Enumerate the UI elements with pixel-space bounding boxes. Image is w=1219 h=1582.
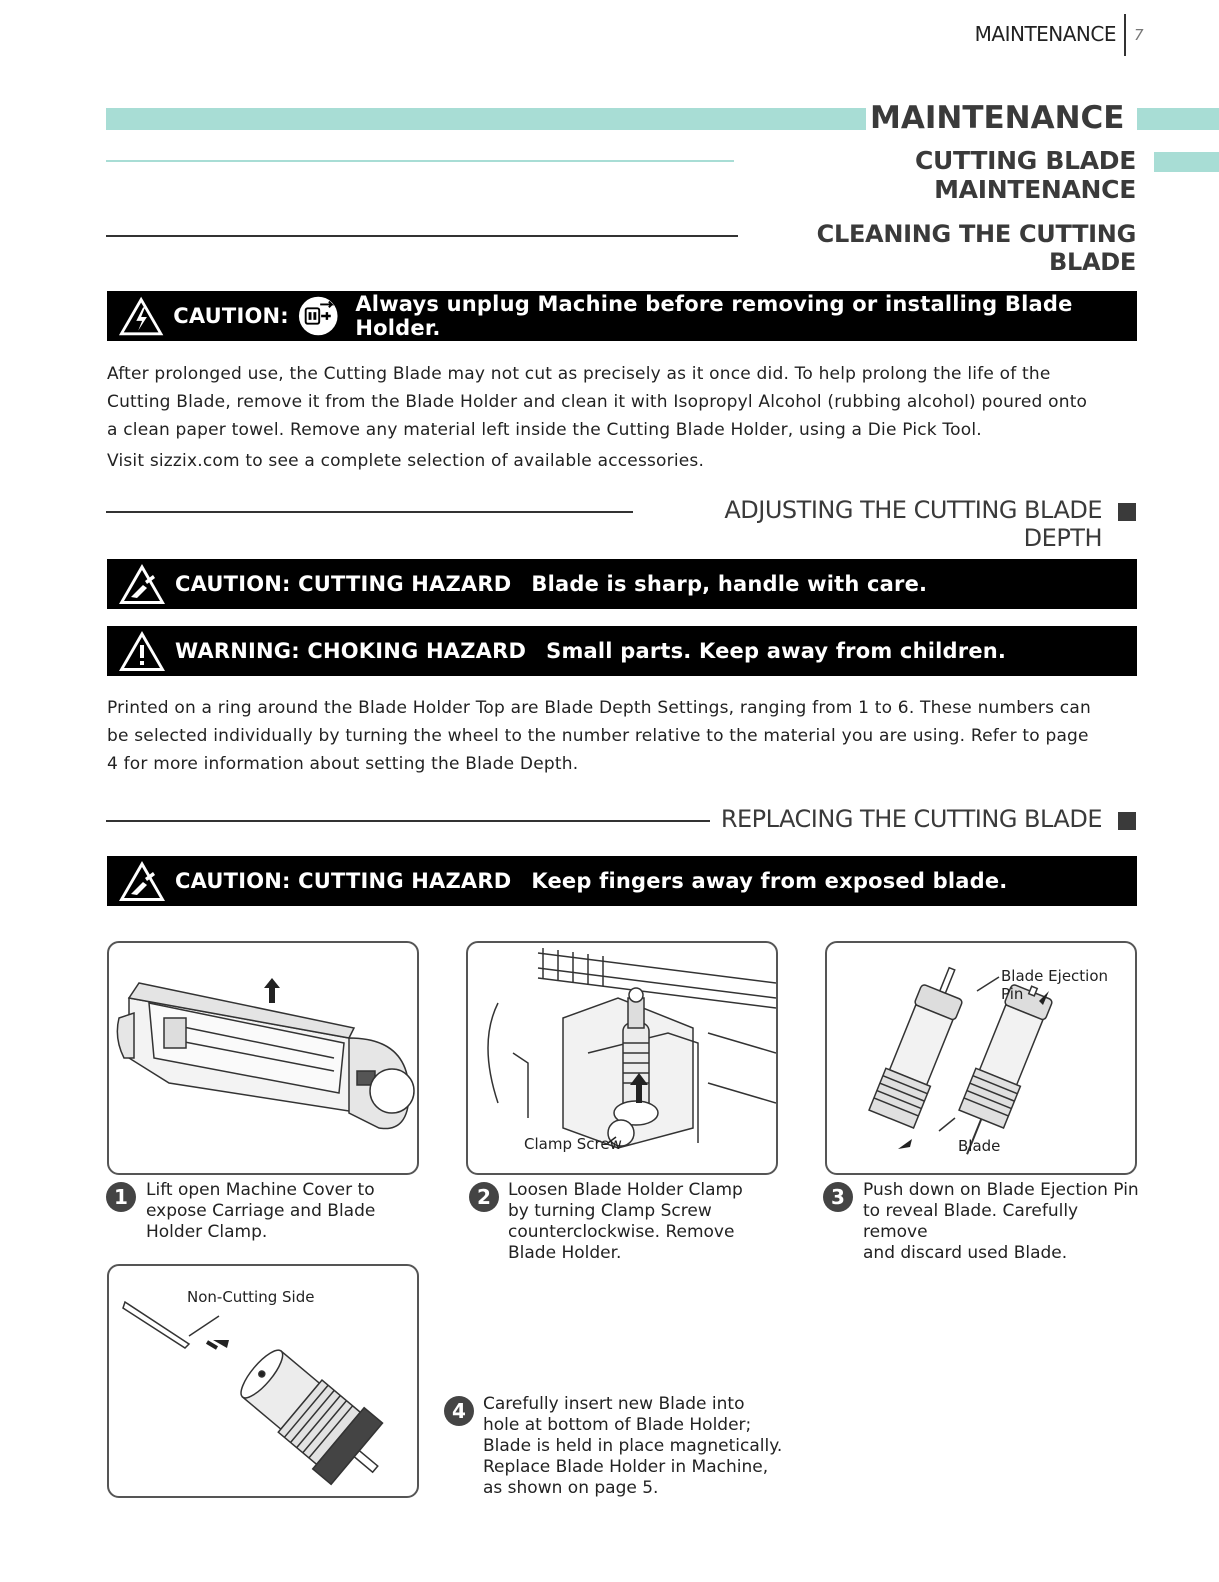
caution-cutting-banner (107, 559, 1137, 609)
warning-icon (117, 628, 167, 674)
step-4-number: 4 (444, 1396, 474, 1426)
step-4-line: Carefully insert new Blade into (483, 1394, 745, 1414)
replacing-heading: REPLACING THE CUTTING BLADE (720, 805, 1102, 833)
step-4-line: Blade is held in place magnetically. (483, 1436, 783, 1456)
subtitle-band-right (1154, 152, 1219, 172)
step-1-line: Lift open Machine Cover to (146, 1180, 375, 1200)
step1-illustration (107, 941, 419, 1175)
cutting-hazard-icon (117, 561, 167, 607)
title-band-right (1137, 108, 1219, 130)
step4-illustration (107, 1264, 419, 1498)
header-divider (1124, 14, 1126, 56)
running-head: MAINTENANCE (974, 22, 1116, 46)
step-1-number: 1 (106, 1182, 136, 1212)
step-4-text (483, 1394, 803, 1499)
step-4-line: hole at bottom of Blade Holder; (483, 1415, 752, 1435)
unplug-icon (297, 294, 339, 338)
cleaning-paragraph: After prolonged use, the Cutting Blade may not cut as precisely as it once did. To help prolong the life of the Cutting Blade, remove it from the Blade Holder and clean it with Isopropyl Alcohol (rubbing alcohol) poured onto a clean paper towel. Remove any material left inside the Cutting Blade Holder, using a Die Pick Tool. (107, 364, 1088, 440)
replacing-bullet (1118, 812, 1136, 830)
subtitle-rule (106, 160, 734, 162)
adjusting-heading: ADJUSTING THE CUTTING BLADE DEPTH (724, 496, 1102, 552)
step-1-line: Holder Clamp. (146, 1222, 268, 1242)
step-3-line: and discard used Blade. (863, 1243, 1068, 1263)
caution-cutting-label: CAUTION: CUTTING HAZARD (175, 572, 512, 596)
step-3-number: 3 (823, 1182, 853, 1212)
step-2-line: counterclockwise. Remove (508, 1222, 735, 1242)
clamp-illustration (468, 943, 776, 1173)
step-3-line: Push down on Blade Ejection Pin (863, 1180, 1139, 1200)
adjusting-bullet (1118, 503, 1136, 521)
non-cutting-side-callout: Non-Cutting Side (187, 1288, 315, 1306)
blade-callout: Blade (958, 1137, 1001, 1155)
cutting-hazard-icon (117, 858, 167, 904)
section-subtitle: CUTTING BLADE MAINTENANCE (914, 146, 1136, 204)
caution-fingers-label: CAUTION: CUTTING HAZARD (175, 869, 512, 893)
caution-text: Always unplug Machine before removing or installing Blade Holder. (355, 292, 1073, 340)
caution-fingers-banner (107, 856, 1137, 906)
adjusting-paragraph: Printed on a ring around the Blade Holder Top are Blade Depth Settings, ranging from 1 to 6. These numbers can be selected individually by turning the wheel to the number relative to the material you are using. Refer to page 4 for more information about setting the Blade Depth. (107, 698, 1091, 774)
warning-text: Small parts. Keep away from children. (546, 639, 1007, 663)
adjusting-rule (106, 511, 633, 513)
step-3-text (863, 1180, 1143, 1264)
step-1-text (146, 1180, 406, 1243)
caution-cutting-text: Blade is sharp, handle with care. (531, 572, 928, 596)
section-title: MAINTENANCE (870, 100, 1125, 136)
visit-paragraph: Visit sizzix.com to see a complete selection of available accessories. (107, 451, 705, 471)
page-number: 7 (1134, 26, 1144, 44)
electric-hazard-icon (117, 293, 165, 339)
ejection-pin-callout: Blade Ejection Pin (1001, 967, 1109, 1003)
warning-choking-banner (107, 626, 1137, 676)
step-2-number: 2 (469, 1182, 499, 1212)
warning-label: WARNING: CHOKING HAZARD (175, 639, 527, 663)
step-3-line: to reveal Blade. Carefully remove (863, 1201, 1079, 1242)
step-1-line: expose Carriage and Blade (146, 1201, 376, 1221)
caution-label: CAUTION: (173, 304, 289, 328)
caution-unplug-banner (107, 291, 1137, 341)
title-band-left (106, 108, 866, 130)
cleaning-rule (106, 235, 738, 237)
caution-fingers-text: Keep fingers away from exposed blade. (531, 869, 1008, 893)
step-4-line: as shown on page 5. (483, 1478, 659, 1498)
step-2-text (508, 1180, 768, 1264)
step-4-line: Replace Blade Holder in Machine, (483, 1457, 769, 1477)
clamp-screw-callout: Clamp Screw (524, 1135, 622, 1153)
replacing-rule (106, 820, 710, 822)
machine-illustration (109, 943, 417, 1173)
step-2-line: by turning Clamp Screw (508, 1201, 712, 1221)
step-2-line: Loosen Blade Holder Clamp (508, 1180, 743, 1200)
step2-illustration (466, 941, 778, 1175)
step-2-line: Blade Holder. (508, 1243, 622, 1263)
step3-illustration (825, 941, 1137, 1175)
cleaning-heading: CLEANING THE CUTTING BLADE (816, 220, 1136, 276)
